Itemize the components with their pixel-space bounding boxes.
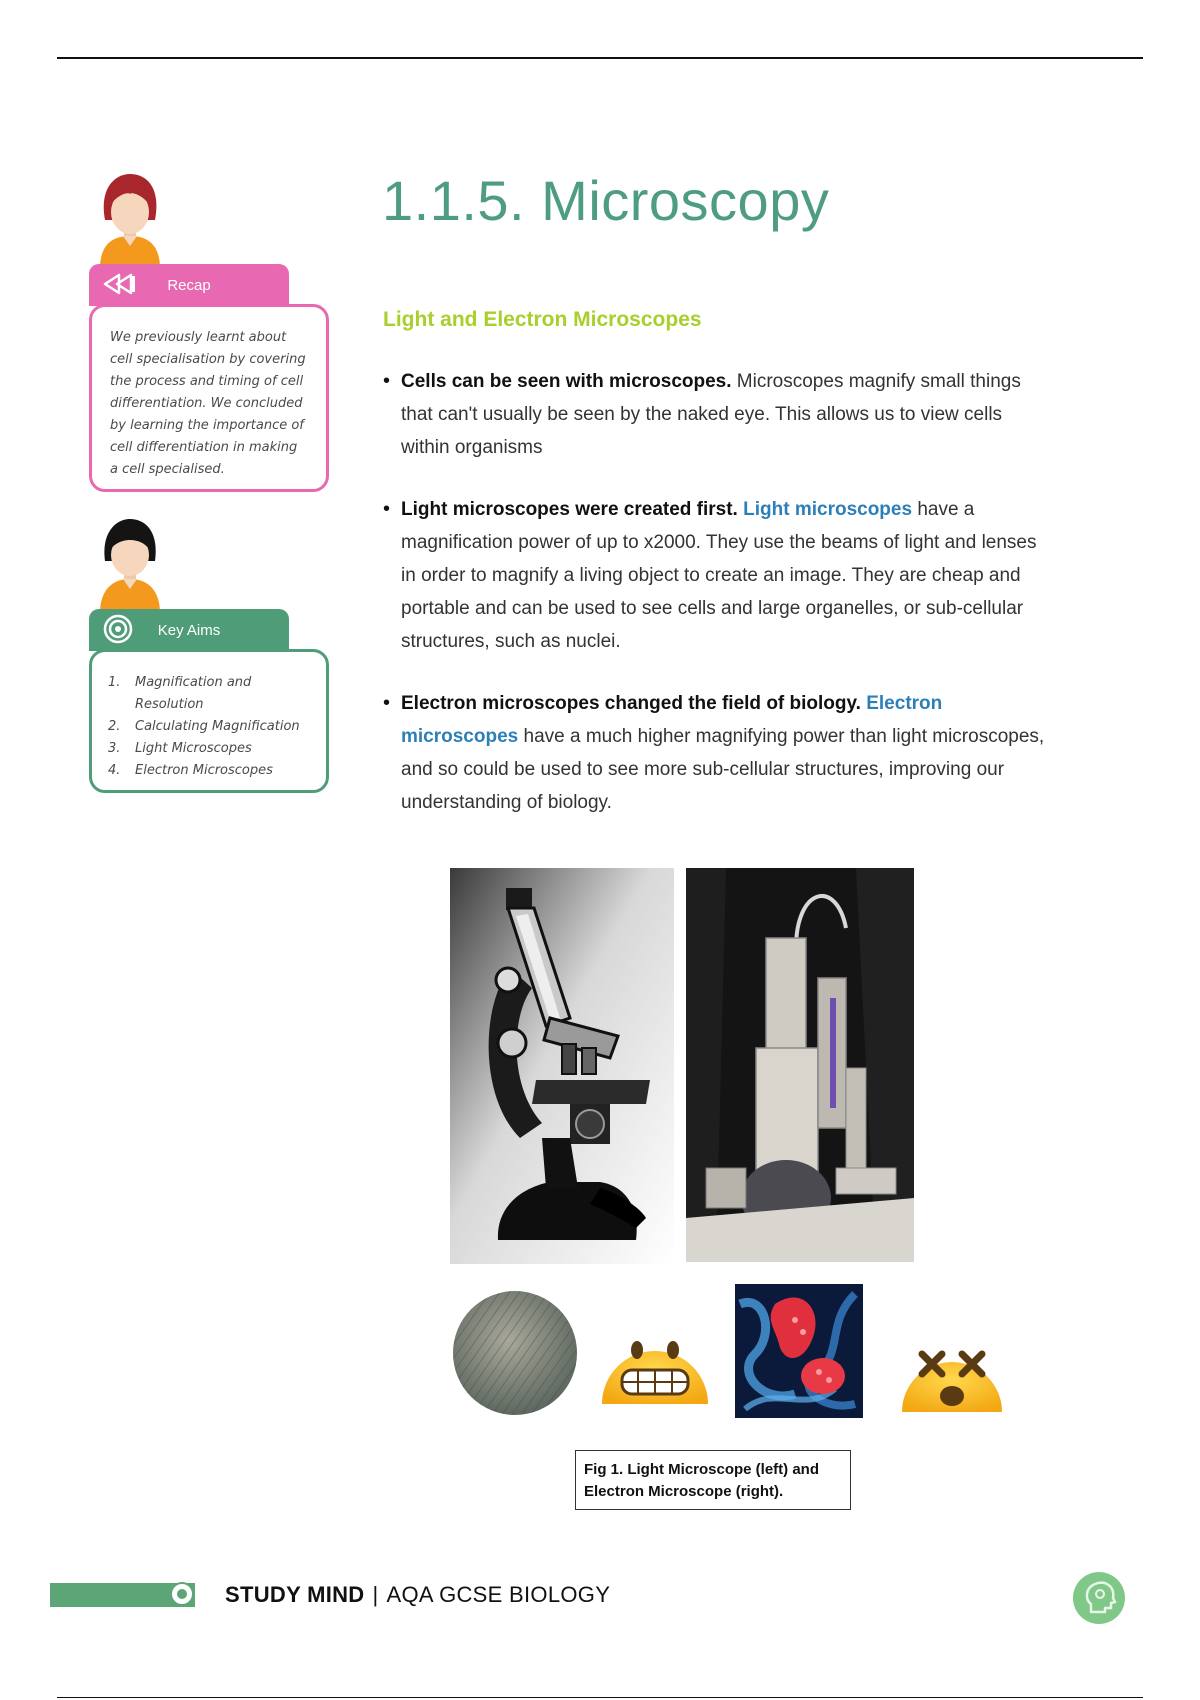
section-heading: Light and Electron Microscopes [383, 308, 702, 331]
footer-course: AQA GCSE BIOLOGY [386, 1582, 611, 1607]
footer-separator: | [372, 1582, 379, 1607]
key-aims-item: 3. Light Microscopes [108, 741, 252, 756]
footer-brand: STUDY MIND [225, 1582, 365, 1607]
bullet-list [383, 365, 1053, 819]
key-aims-tab [89, 609, 289, 651]
key-aims-card [89, 649, 329, 793]
bottom-rule [57, 1697, 1143, 1698]
electron-micrograph-image [735, 1284, 863, 1418]
bullet-item: • Electron microscopes changed the field of biology. Electron microscopes have a much higher magnifying power than light microscopes, and so could be used to see more sub-cellular structures, improving our understanding of biology. [383, 687, 1053, 819]
page-title: 1.1.5. Microscopy [382, 169, 830, 232]
study-mind-logo-icon [1073, 1572, 1125, 1624]
recap-tab [89, 264, 289, 306]
key-aims-list [108, 672, 314, 782]
key-aims-item: 2. Calculating Magnification [108, 719, 300, 734]
key-aims-item: 4. Electron Microscopes [108, 763, 273, 778]
recap-label: Recap [167, 276, 211, 294]
bullet-item: • Light microscopes were created first. Light microscopes have a magnification power of up to x2000. They use the beams of light and lenses in order to magnify a living object to create an image. They are cheap and portable and can be used to see cells and large organelles, or sub-cellular structures, such as nuclei. [383, 493, 1053, 658]
key-aims-avatar [95, 515, 165, 611]
light-microscope-image [450, 868, 674, 1264]
dizzy-face-icon [900, 1328, 1004, 1412]
key-aims-label: Key Aims [157, 621, 221, 639]
bullet-item: • Cells can be seen with microscopes. Microscopes magnify small things that can't usually be seen by the naked eye. This allows us to view cells within organisms [383, 365, 1053, 464]
electron-microscope-image [686, 868, 914, 1262]
figure-caption: Fig 1. Light Microscope (left) and Electron Microscope (right). [575, 1450, 851, 1510]
footer-target-icon [170, 1582, 194, 1606]
cell-texture-image [452, 1290, 578, 1416]
recap-avatar [95, 170, 165, 266]
top-rule [57, 57, 1143, 59]
recap-card [89, 304, 329, 492]
grimacing-face-icon [600, 1320, 710, 1404]
key-aims-item: 1. Magnification and Resolution [108, 675, 252, 712]
recap-text: We previously learnt about cell specialisation by covering the process and timing of cell differentiation. We concluded by learning the importance of cell differentiation in making a cell specialised. [110, 330, 306, 477]
footer-title [225, 1582, 610, 1608]
